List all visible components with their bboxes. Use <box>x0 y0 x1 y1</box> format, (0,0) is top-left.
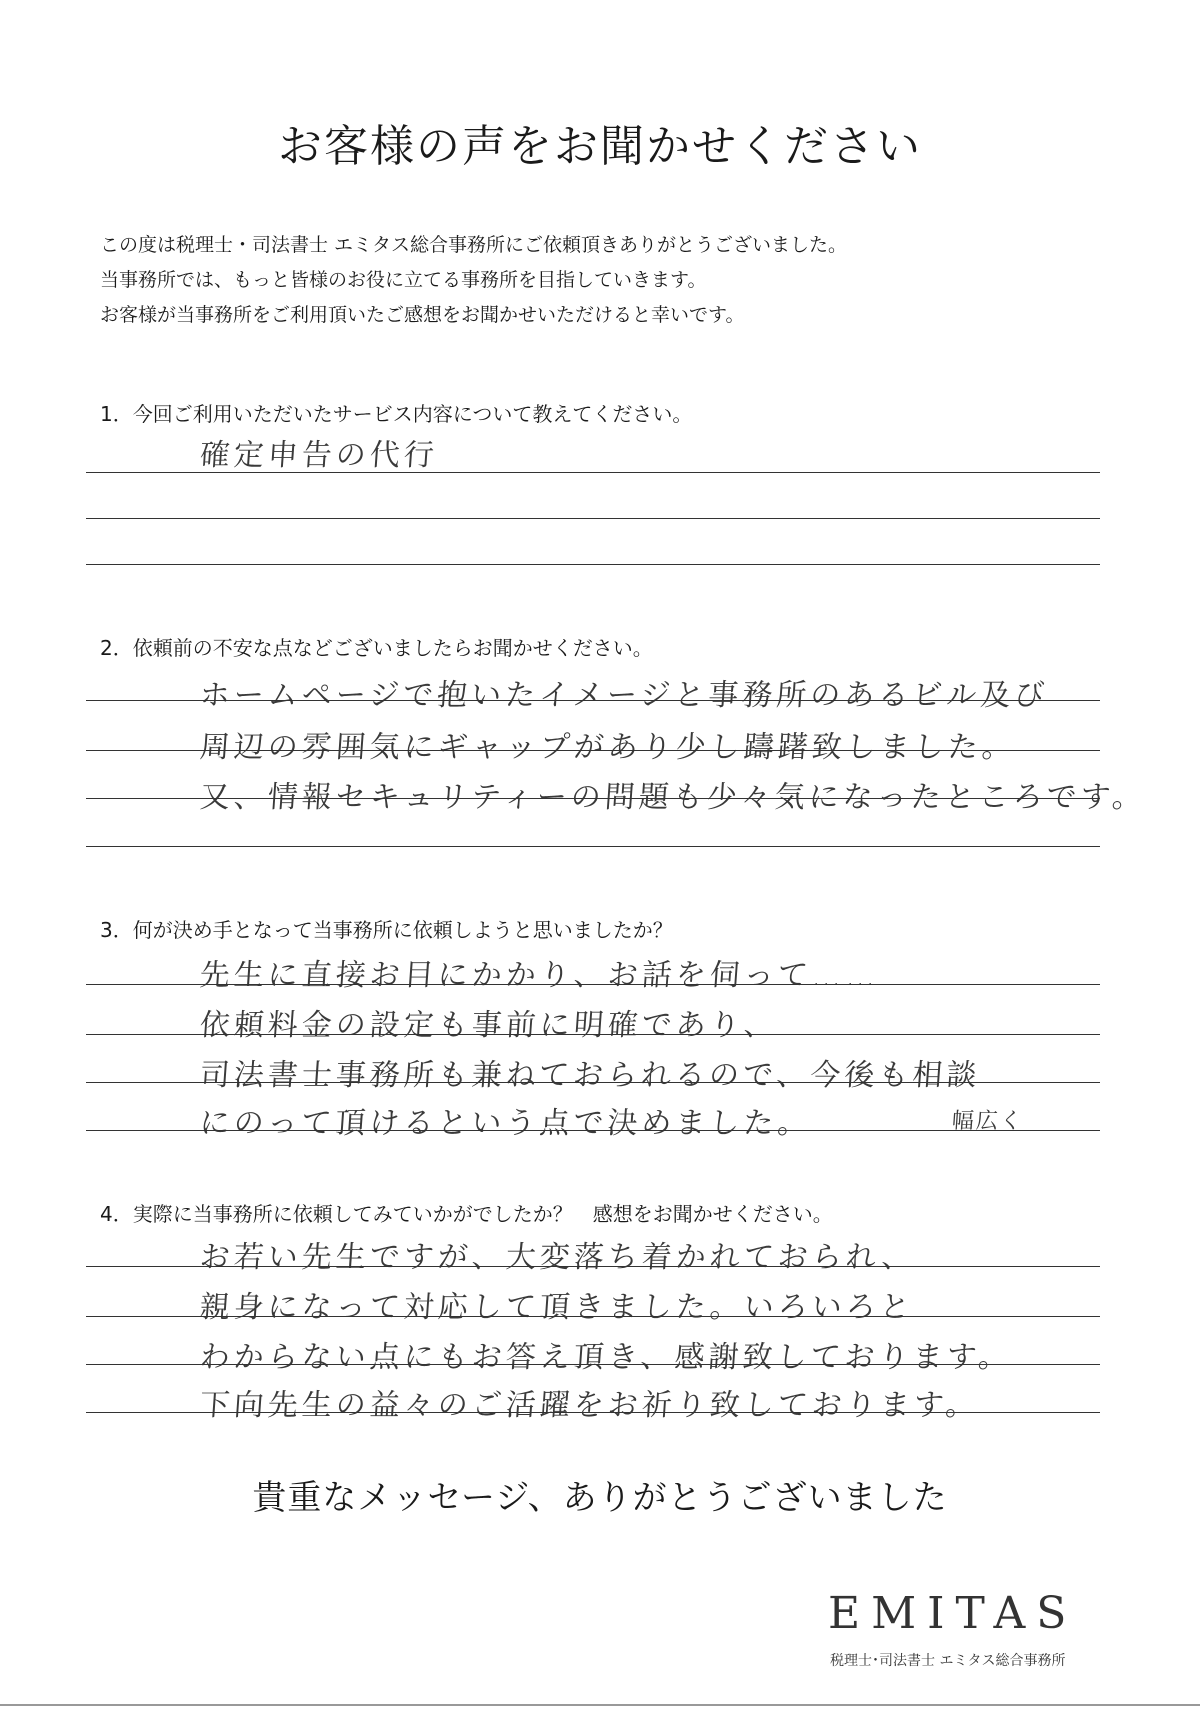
question-4-answer-line: お若い先生ですが、大変落ち着かれておられ、 <box>198 1240 917 1275</box>
answer-rule <box>86 1034 1100 1035</box>
intro-text <box>100 228 1100 333</box>
page-title: お客様の声をお聞かせください <box>278 121 922 172</box>
question-2-answer-line: 周辺の雰囲気にギャップがあり少し躊躇致しました。 <box>198 730 1017 765</box>
answer-rule <box>86 984 1100 985</box>
answer-rule <box>86 750 1100 751</box>
footer-divider <box>0 1704 1200 1706</box>
answer-rule <box>86 564 1100 565</box>
answer-rule <box>86 798 1100 799</box>
question-4-answer-line: わからない点にもお答え頂き、感謝致しております。 <box>198 1340 1014 1375</box>
answer-rule <box>86 518 1100 519</box>
logo-subtitle: 税理士･司法書士 エミタス総合事務所 <box>830 1653 1066 1669</box>
answer-rule <box>86 846 1100 847</box>
question-4-answer-line: 下向先生の益々のご活躍をお祈り致しております。 <box>198 1388 981 1423</box>
answer-rule <box>86 1130 1100 1131</box>
question-3-insertion-note: 幅広く <box>950 1109 1025 1134</box>
emitas-logo: EMITAS <box>828 1588 1078 1639</box>
question-4-label: 4．実際に当事務所に依頼してみていかがでしたか？ 感想をお聞かせください。 <box>100 1202 833 1226</box>
answer-rule <box>86 1082 1100 1083</box>
answer-rule <box>86 1266 1100 1267</box>
question-3-answer-line: 依頼料金の設定も事前に明確であり、 <box>198 1008 779 1043</box>
answer-rule <box>86 700 1100 701</box>
answer-rule <box>86 1316 1100 1317</box>
question-1-label: 1．今回ご利用いただいたサービス内容について教えてください。 <box>100 402 693 426</box>
intro-line: この度は税理士・司法書士 エミタス総合事務所にご依頼頂きありがとうございました。 <box>100 234 848 256</box>
closing-message: 貴重なメッセージ、ありがとうございました <box>252 1478 948 1518</box>
question-3-answer-line: 司法書士事務所も兼ねておられるので、今後も相談 <box>198 1058 982 1093</box>
intro-line: 当事務所では、もっと皆様のお役に立てる事務所を目指していきます。 <box>100 269 707 291</box>
question-2-label: 2．依頼前の不安な点などございましたらお聞かせください。 <box>100 636 653 660</box>
answer-rule <box>86 1412 1100 1413</box>
answer-rule <box>86 472 1100 473</box>
question-4-answer-line: 親身になって対応して頂きました。いろいろと <box>198 1290 915 1325</box>
question-3-answer-line: 先生に直接お目にかかり、お話を伺って…… <box>198 958 881 993</box>
question-1-answer-line: 確定申告の代行 <box>198 438 439 473</box>
intro-line: お客様が当事務所をご利用頂いたご感想をお聞かせいただけると幸いです。 <box>100 304 745 326</box>
question-2-answer-line: ホームページで抱いたイメージと事務所のあるビル及び <box>198 678 1050 713</box>
question-3-label: 3．何が決め手となって当事務所に依頼しようと思いましたか？ <box>100 918 673 942</box>
question-3-answer-line: にのって頂けるという点で決めました。 <box>198 1106 813 1141</box>
question-2-answer-line: 又、情報セキュリティーの問題も少々気になったところです。 <box>198 780 1148 815</box>
answer-rule <box>86 1364 1100 1365</box>
